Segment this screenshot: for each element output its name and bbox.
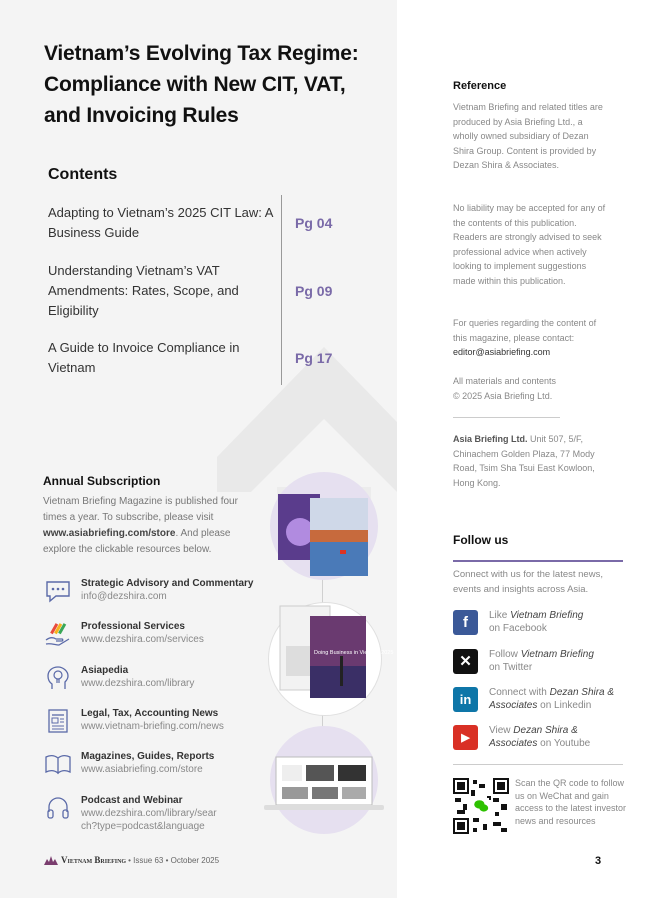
reference-copyright (453, 374, 608, 403)
footer-brand: Vietnam Briefing (61, 855, 127, 865)
resource-title: Podcast and Webinar (81, 795, 183, 806)
toc-item[interactable] (48, 253, 348, 330)
youtube-icon[interactable]: ▶ (453, 725, 478, 750)
qr-caption: Scan the QR code to follow us on WeChat and gain access to the latest investor news and resources (515, 778, 627, 826)
resource-services[interactable] (44, 620, 254, 648)
resource-title: Legal, Tax, Accounting News (81, 708, 219, 719)
social-post: on Facebook (489, 623, 547, 634)
reference-p2: No liability may be accepted for any of the contents of this publication. Readers are strongly advised to seek professional advice when actively looking to implement suggestions made within this publication. (453, 203, 606, 286)
magazine-cover-2[interactable] (280, 606, 394, 706)
toc-item-page[interactable]: Pg 09 (295, 283, 333, 299)
resource-podcast[interactable] (44, 794, 254, 833)
magazine-showcase (262, 470, 392, 850)
resource-url[interactable]: www.vietnam-briefing.com/news (81, 721, 224, 732)
social-facebook[interactable] (453, 609, 583, 635)
chat-bubble-icon (44, 577, 72, 605)
x-twitter-icon[interactable]: ✕ (453, 649, 478, 674)
newspaper-icon (44, 707, 72, 735)
social-pre: View (489, 725, 514, 736)
facebook-icon[interactable]: f (453, 610, 478, 635)
social-post: on Linkedin (537, 700, 592, 711)
resource-url[interactable]: www.dezshira.com/library (81, 678, 195, 689)
subscription-text-2: . And please explore the clickable resources below. (43, 528, 231, 555)
toc-item-title[interactable]: Understanding Vietnam’s VAT Amendments: Rates, Scope, and Eligibility (48, 263, 239, 318)
magazine-laptop[interactable] (264, 753, 384, 813)
social-name: Dezan Shira & Associates (489, 725, 578, 749)
subscription-heading: Annual Subscription (43, 474, 161, 488)
magazine-2-title: Doing Business in Vietnam 2025 (314, 650, 394, 656)
footer (44, 855, 219, 865)
toc-item-title[interactable]: A Guide to Invoice Compliance in Vietnam (48, 340, 240, 375)
social-pre: Follow (489, 649, 521, 660)
resource-magazines[interactable] (44, 750, 254, 778)
resource-title: Strategic Advisory and Commentary (81, 578, 254, 589)
subscription-text (43, 494, 251, 558)
magazine-cover-1[interactable] (278, 490, 370, 576)
toc-item-title[interactable]: Adapting to Vietnam’s 2025 CIT Law: A Business Guide (48, 205, 273, 240)
social-name: Dezan Shira & Associates (489, 687, 615, 711)
social-youtube[interactable] (453, 724, 617, 750)
social-post: on Youtube (537, 738, 591, 749)
toc-item[interactable] (48, 195, 348, 253)
social-pre: Like (489, 610, 511, 621)
social-linkedin[interactable] (453, 686, 617, 712)
qr-divider (453, 764, 623, 765)
social-name: Vietnam Briefing (520, 649, 594, 660)
linkedin-icon[interactable]: in (453, 687, 478, 712)
social-pre: Connect with (489, 687, 550, 698)
resource-url[interactable]: info@dezshira.com (81, 591, 167, 602)
toc-item-page[interactable]: Pg 17 (295, 350, 333, 366)
resource-advisory[interactable] (44, 577, 254, 605)
reference-company: Asia Briefing Ltd. (453, 434, 528, 444)
follow-heading: Follow us (453, 533, 509, 547)
social-post: on Twitter (489, 662, 533, 673)
resource-title: Asiapedia (81, 665, 129, 676)
page-title: Vietnam’s Evolving Tax Regime: Compliance with New CIT, VAT, and Invoicing Rules (44, 42, 359, 127)
social-name: Vietnam Briefing (510, 610, 584, 621)
subscription-link[interactable]: www.asiabriefing.com/store (43, 528, 176, 539)
table-of-contents (48, 195, 348, 385)
lightbulb-head-icon (44, 664, 72, 692)
follow-divider (453, 560, 623, 562)
resource-asiapedia[interactable] (44, 664, 254, 692)
reference-p1: Vietnam Briefing and related titles are produced by Asia Briefing Ltd., a wholly owned subsidiary of Dezan Shira Group. Content is provided by Dezan Shira & Associates. (453, 102, 603, 170)
social-twitter[interactable] (453, 648, 594, 674)
toc-item[interactable] (48, 330, 348, 385)
vietnam-briefing-logo (44, 856, 58, 865)
footer-issue: • Issue 63 • October 2025 (128, 855, 220, 865)
hand-services-icon (44, 620, 72, 648)
resource-url[interactable]: www.asiabriefing.com/store (81, 764, 203, 775)
reference-copyright-1: All materials and contents (453, 376, 557, 386)
wechat-qr-code[interactable] (453, 778, 509, 834)
reference-contact-text: For queries regarding the content of this magazine, please contact: (453, 318, 597, 343)
reference-address-text: Unit 507, 5/F, Chinachem Golden Plaza, 77 Mody Road, Tsim Sha Tsui East Kowloon, Hong Kong. (453, 434, 595, 488)
reference-address (453, 432, 608, 490)
headphones-icon (44, 794, 72, 822)
reference-email[interactable]: editor@asiabriefing.com (453, 347, 551, 357)
resource-title: Magazines, Guides, Reports (81, 751, 215, 762)
reference-divider (453, 417, 560, 418)
follow-text: Connect with us for the latest news, events and insights across Asia. (453, 569, 603, 595)
open-book-icon (44, 750, 72, 778)
resource-url[interactable]: www.dezshira.com/services (81, 634, 204, 645)
reference-p3 (453, 316, 608, 360)
page-number: 3 (595, 855, 602, 867)
contents-heading: Contents (48, 166, 118, 183)
resource-news[interactable] (44, 707, 254, 735)
toc-item-page[interactable]: Pg 04 (295, 215, 333, 231)
resource-url[interactable]: www.dezshira.com/library/search?type=podcast&language (81, 808, 217, 832)
subscription-text-1: Vietnam Briefing Magazine is published four times a year. To subscribe, please visit (43, 496, 238, 523)
reference-copyright-2: © 2025 Asia Briefing Ltd. (453, 390, 553, 401)
reference-heading: Reference (453, 80, 507, 92)
resource-title: Professional Services (81, 621, 185, 632)
